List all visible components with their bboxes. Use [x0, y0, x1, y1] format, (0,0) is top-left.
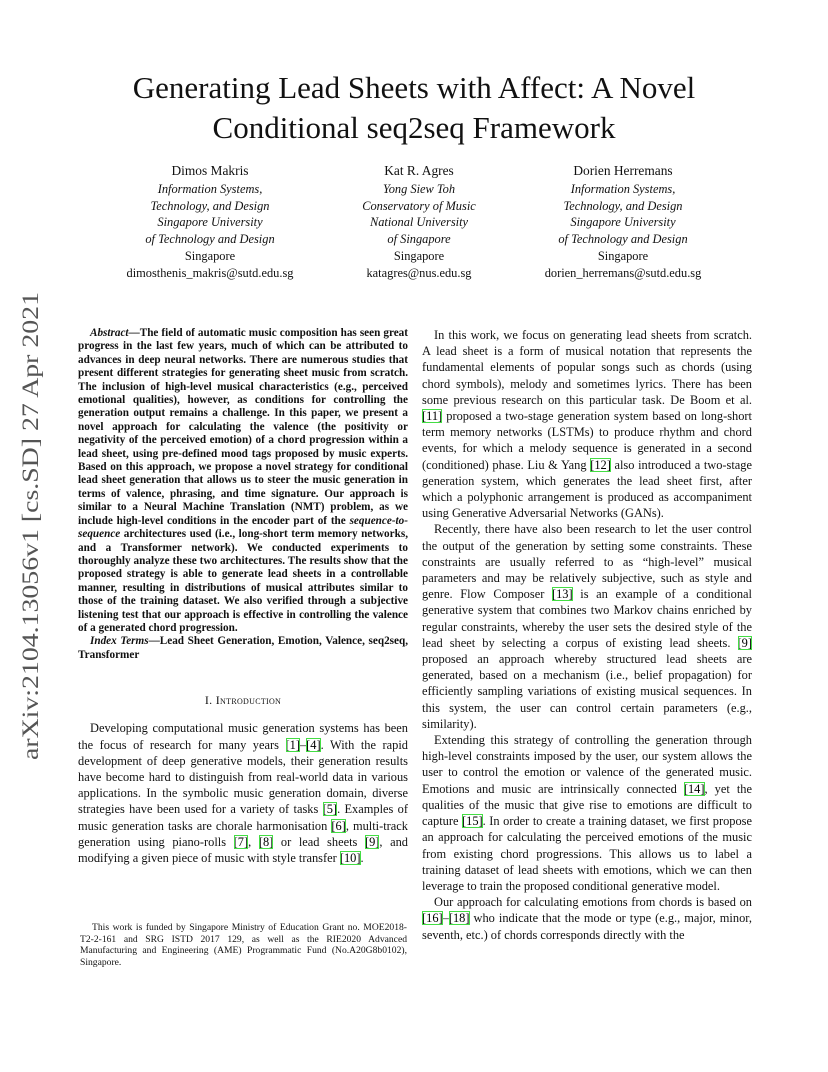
right-column: [422, 327, 752, 943]
citation-link[interactable]: [10]: [339, 850, 361, 865]
body-paragraph: In this work, we focus on generating lead sheets from scratch. A lead sheet is a form of musical notation that represents the fundamental elements of popular songs such as chords (using chord symbols), melody and sometimes lyrics. There has been some previous research on this particular task. De Boom et al. [11] proposed a two-stage generation system based on long-short term memory networks (LSTMs) to produce rhythm and chord events, for which a melody sequence is generated in a second (conditioned) phase. Liu & Yang [12] also introduced a two-stage generation system, which generates the lead sheet first, after which a polyphonic arrangement is produced as accompaniment using Generative Adversarial Networks (GANs).: [422, 328, 752, 521]
index-terms-text: —Lead Sheet Generation, Emotion, Valence, seq2seq, Transformer: [78, 635, 408, 661]
section-number: I.: [204, 693, 216, 708]
intro-paragraph: Developing computational music generation systems has been the focus of research for many years [1]–[4]. With the rapid development of deep generative models, their generation results have become hard to distinguish from real-world data in various applications. In the symbolic music generation domain, diverse strategies have been used for a variety of tasks [5]. Examples of music generation tasks are chorale harmonisation [6], multi-track generation using piano-rolls [7], [8] or lead sheets [9], and modifying a given piece of music with style transfer [10].: [78, 721, 409, 865]
author-email[interactable]: dimosthenis_makris@sutd.edu.sg: [126, 265, 294, 280]
author-block-2: [309, 163, 529, 282]
citation-link[interactable]: [14]: [683, 781, 705, 796]
author-affiliation: Conservatory of Music: [362, 198, 476, 213]
body-paragraph: Our approach for calculating emotions from chords is based on [16]–[18] who indicate that the mode or type (e.g., major, minor, seventh, etc.) of chords corresponds directly with the: [422, 895, 752, 942]
author-email[interactable]: dorien_herremans@sutd.edu.sg: [544, 265, 702, 280]
author-block-1: [100, 163, 320, 282]
title-line-2: Conditional seq2seq Framework: [212, 110, 616, 145]
author-country: Singapore: [184, 248, 236, 263]
author-affiliation: of Technology and Design: [145, 232, 275, 247]
index-terms-lead: Index Terms: [90, 635, 149, 648]
abstract-text-2: architectures used (i.e., long-short term memory networks, and a Transformer network). We conducted experiments to thoroughly analyze these two architectures. The results show that the proposed strategy is able to generate lead sheets in a controllable manner, resulting in distributions of musical attributes similar to those of the training dataset. We also verified through a subjective listening test that our approach is effective in controlling the valence of a generated chord progression.: [78, 528, 408, 634]
citation-link[interactable]: [1]: [285, 737, 300, 752]
index-terms: [78, 635, 408, 662]
citation-link[interactable]: [16]: [422, 911, 443, 926]
author-affiliation: Singapore University: [157, 215, 263, 230]
footnote: This work is funded by Singapore Ministry of Education Grant no. MOE2018-T2-2-161 and SRG ISTD 2017 129, as well as the RIE2020 Advanced Manufacturing and Engineering (AME) Programmatic Fund (No.A20G8b0102), Singapore.: [80, 922, 407, 968]
body-paragraph: Extending this strategy of controlling the generation through high-level constraints imposed by the user, our system allows the user to control the emotion or valence of the generated music. Emotions and music are intrinsically connected [14], yet the qualities of the music that give rise to emotions are difficult to capture [15]. In order to create a training dataset, we first propose an approach for calculating the perceived emotions of the music from existing chord progressions. This allows us to label a training dataset of lead sheets with emotions, which we can then leverage to train the proposed conditional generative model.: [422, 733, 752, 893]
author-affiliation: Information Systems,: [570, 181, 676, 196]
author-block-3: [513, 163, 733, 282]
citation-link[interactable]: [9]: [364, 834, 380, 849]
left-column: [78, 327, 408, 866]
citation-link[interactable]: [11]: [422, 409, 443, 424]
abstract: [78, 327, 408, 635]
author-country: Singapore: [597, 248, 649, 263]
author-country: Singapore: [393, 248, 445, 263]
author-name: Kat R. Agres: [384, 163, 454, 178]
author-affiliation: Technology, and Design: [150, 198, 270, 213]
section-title: Introduction: [215, 693, 282, 708]
body-paragraph: Recently, there have also been research to let the user control the output of the generation by setting some constraints. These constraints are usually referred to as “high-level” musical parameters and may be relatively subjective, such as style and genre. Flow Composer [13] is an example of a conditional generative system that combines two Markov chains enriched by regular constraints, whereby the user sets the desired style of the lead sheet by selecting a corpus of existing lead sheets. [9] proposed an approach whereby structured lead sheets are generated, based on a mechanism (i.e., belief propagation) for efficiently sampling variations of existing musical sequences. In this system, the user can control certain parameters (e.g., similarity).: [422, 522, 752, 731]
citation-link[interactable]: [15]: [462, 814, 483, 829]
citation-link[interactable]: [7]: [233, 834, 249, 849]
arxiv-stamp-text: arXiv:2104.13056v1 [cs.SD] 27 Apr 2021: [18, 364, 44, 760]
paper-title: [80, 68, 748, 148]
section-heading: [78, 692, 408, 708]
author-affiliation: Singapore University: [570, 215, 676, 230]
citation-link[interactable]: [9]: [737, 635, 752, 650]
citation-link[interactable]: [18]: [448, 911, 470, 926]
author-affiliation: Yong Siew Toh: [382, 181, 456, 196]
citation-link[interactable]: [8]: [258, 834, 274, 849]
abstract-emphasis: sequence-to-sequence: [78, 514, 408, 541]
citation-link[interactable]: [13]: [551, 587, 573, 602]
abstract-lead: Abstract: [90, 327, 129, 339]
author-name: Dimos Makris: [171, 163, 249, 178]
abstract-text: —The field of automatic music composition has seen great progress in the last few years, much of which can be attributed to advances in deep neural networks. There are numerous studies that present different strategies for generating sheet music from scratch. The inclusion of high-level musical characteristics (e.g., perceived emotional qualities), however, as conditions for controlling the generation output remains a challenge. In this paper, we present a novel approach for calculating the valence (the positivity or negativity of the perceived emotion) of a chord progression within a lead sheet, using pre-defined mood tags proposed by music experts. Based on this approach, we propose a novel strategy for conditional lead sheet generation that allows us to steer the music generation in terms of valence, phrasing, and time signature. Our approach is similar to a Neural Machine Translation (NMT) problem, as we include high-level conditions in the encoder part of the: [78, 327, 408, 527]
arxiv-stamp: [14, 290, 46, 760]
author-affiliation: National University: [369, 215, 469, 230]
citation-link[interactable]: [6]: [331, 818, 346, 833]
citation-link[interactable]: [5]: [322, 802, 338, 817]
citation-link[interactable]: [4]: [306, 737, 321, 752]
author-name: Dorien Herremans: [573, 163, 673, 178]
citation-link[interactable]: [12]: [590, 457, 611, 472]
author-affiliation: Information Systems,: [157, 181, 263, 196]
author-affiliation: of Technology and Design: [558, 232, 688, 247]
author-affiliation: of Singapore: [387, 232, 451, 247]
author-email[interactable]: katagres@nus.edu.sg: [366, 265, 472, 280]
title-line-1: Generating Lead Sheets with Affect: A Novel: [132, 70, 696, 105]
author-affiliation: Technology, and Design: [563, 198, 683, 213]
